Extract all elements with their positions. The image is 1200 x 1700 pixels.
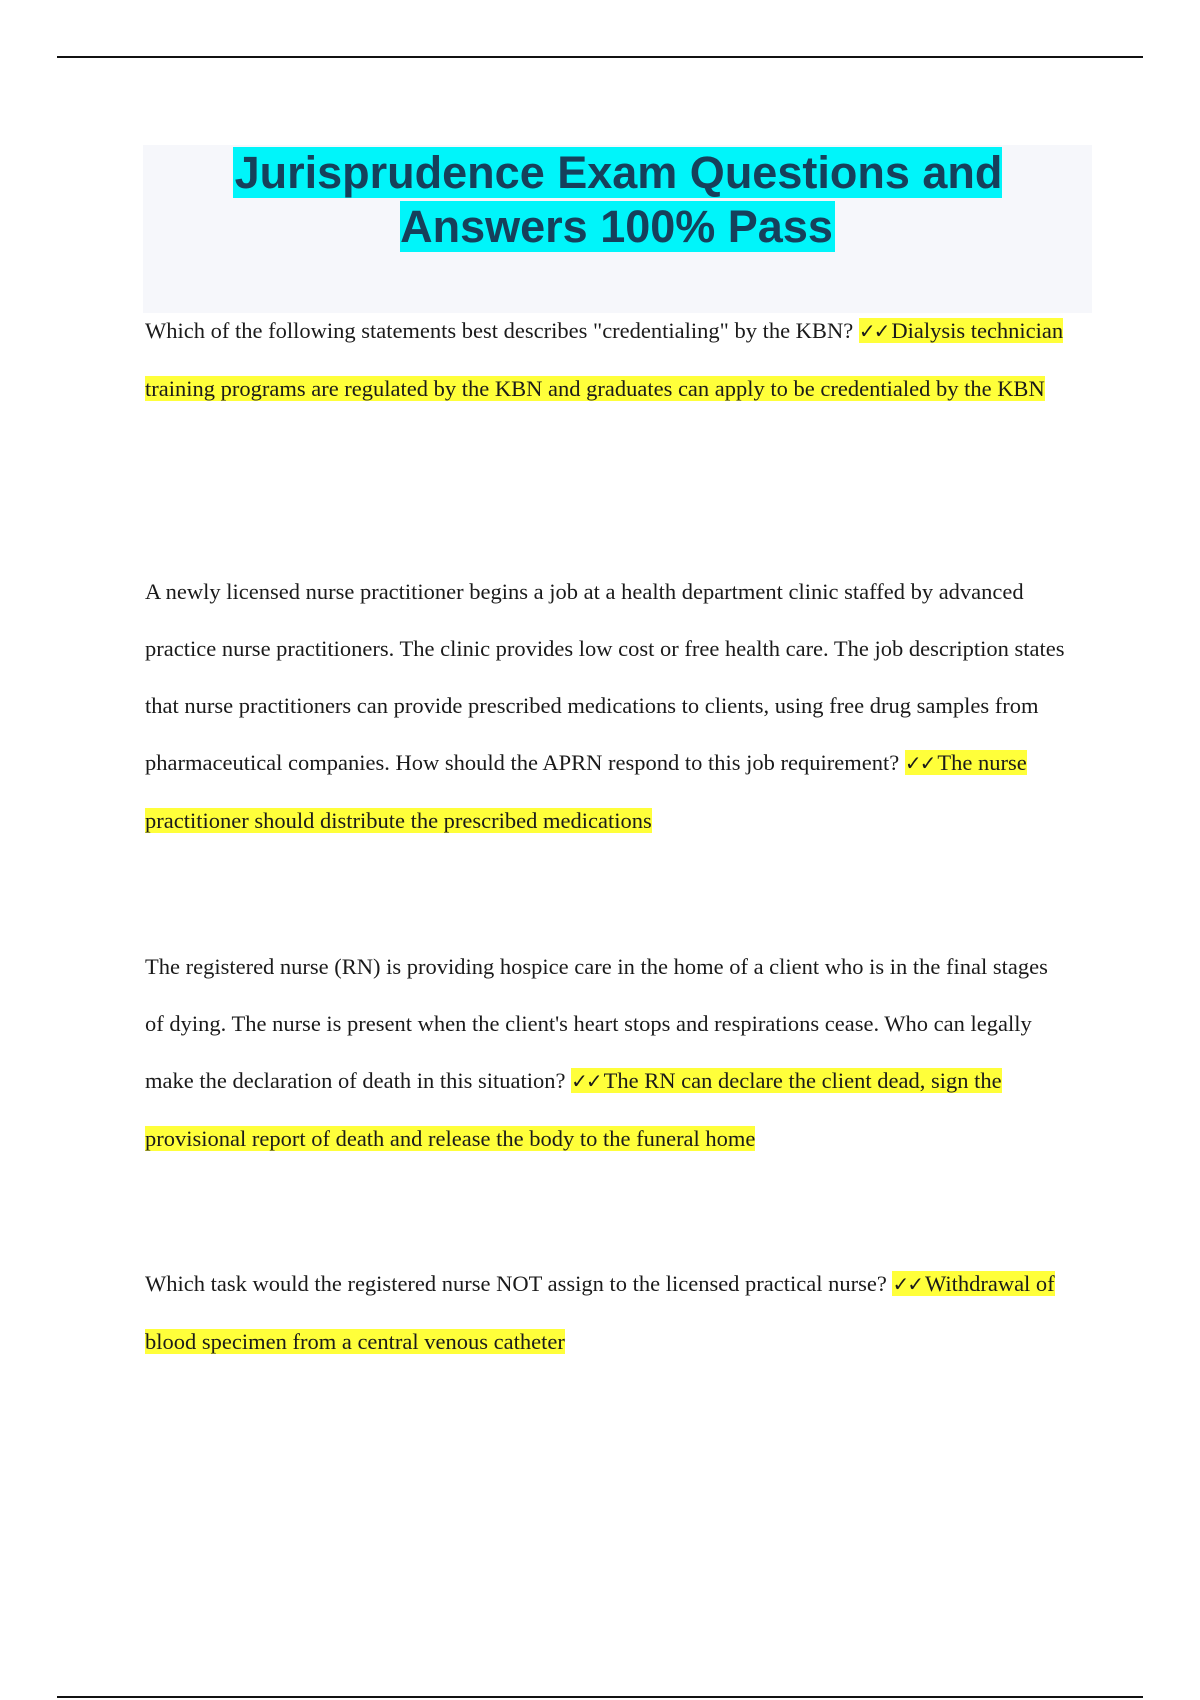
qa-item (145, 302, 1065, 417)
double-check-icon: ✓✓ (571, 1069, 601, 1093)
answer-text: The nurse practitioner should distribute the prescribed medications (145, 750, 1027, 833)
double-check-icon: ✓✓ (892, 1272, 922, 1296)
document-title (143, 146, 1092, 254)
question-text: Which of the following statements best describes "credentialing" by the KBN? (145, 318, 854, 343)
document-title-text: Jurisprudence Exam Questions and Answers 100% Pass (234, 147, 1003, 252)
question-text: A newly licensed nurse practitioner begins a job at a health department clinic staffed by advanced practice nurse practitioners. The clinic provides low cost or free health care. The job description states that nurse practitioners can provide prescribed medications to clients, using free drug samples from pharmaceutical companies. How should the APRN respond to this job requirement? (145, 579, 1065, 775)
question-text: The registered nurse (RN) is providing hospice care in the home of a client who is in the final stages of dying. The nurse is present when the client's heart stops and respirations cease. Who can legally make the declaration of death in this situation? (145, 954, 1048, 1093)
top-rule (57, 56, 1143, 58)
qa-item (145, 938, 1065, 1167)
qa-item (145, 1255, 1065, 1370)
answer-text: The RN can declare the client dead, sign the provisional report of death and release the body to the funeral home (145, 1068, 1002, 1151)
double-check-icon: ✓✓ (904, 751, 935, 775)
double-check-icon: ✓✓ (858, 319, 889, 343)
question-text: Which task would the registered nurse NOT assign to the licensed practical nurse? (145, 1271, 887, 1296)
answer-text: Withdrawal of blood specimen from a central venous catheter (145, 1271, 1055, 1354)
qa-item (145, 563, 1065, 849)
answer-text: Dialysis technician training programs are regulated by the KBN and graduates can apply to be credentialed by the KBN (145, 318, 1064, 401)
bottom-rule (57, 1696, 1143, 1698)
